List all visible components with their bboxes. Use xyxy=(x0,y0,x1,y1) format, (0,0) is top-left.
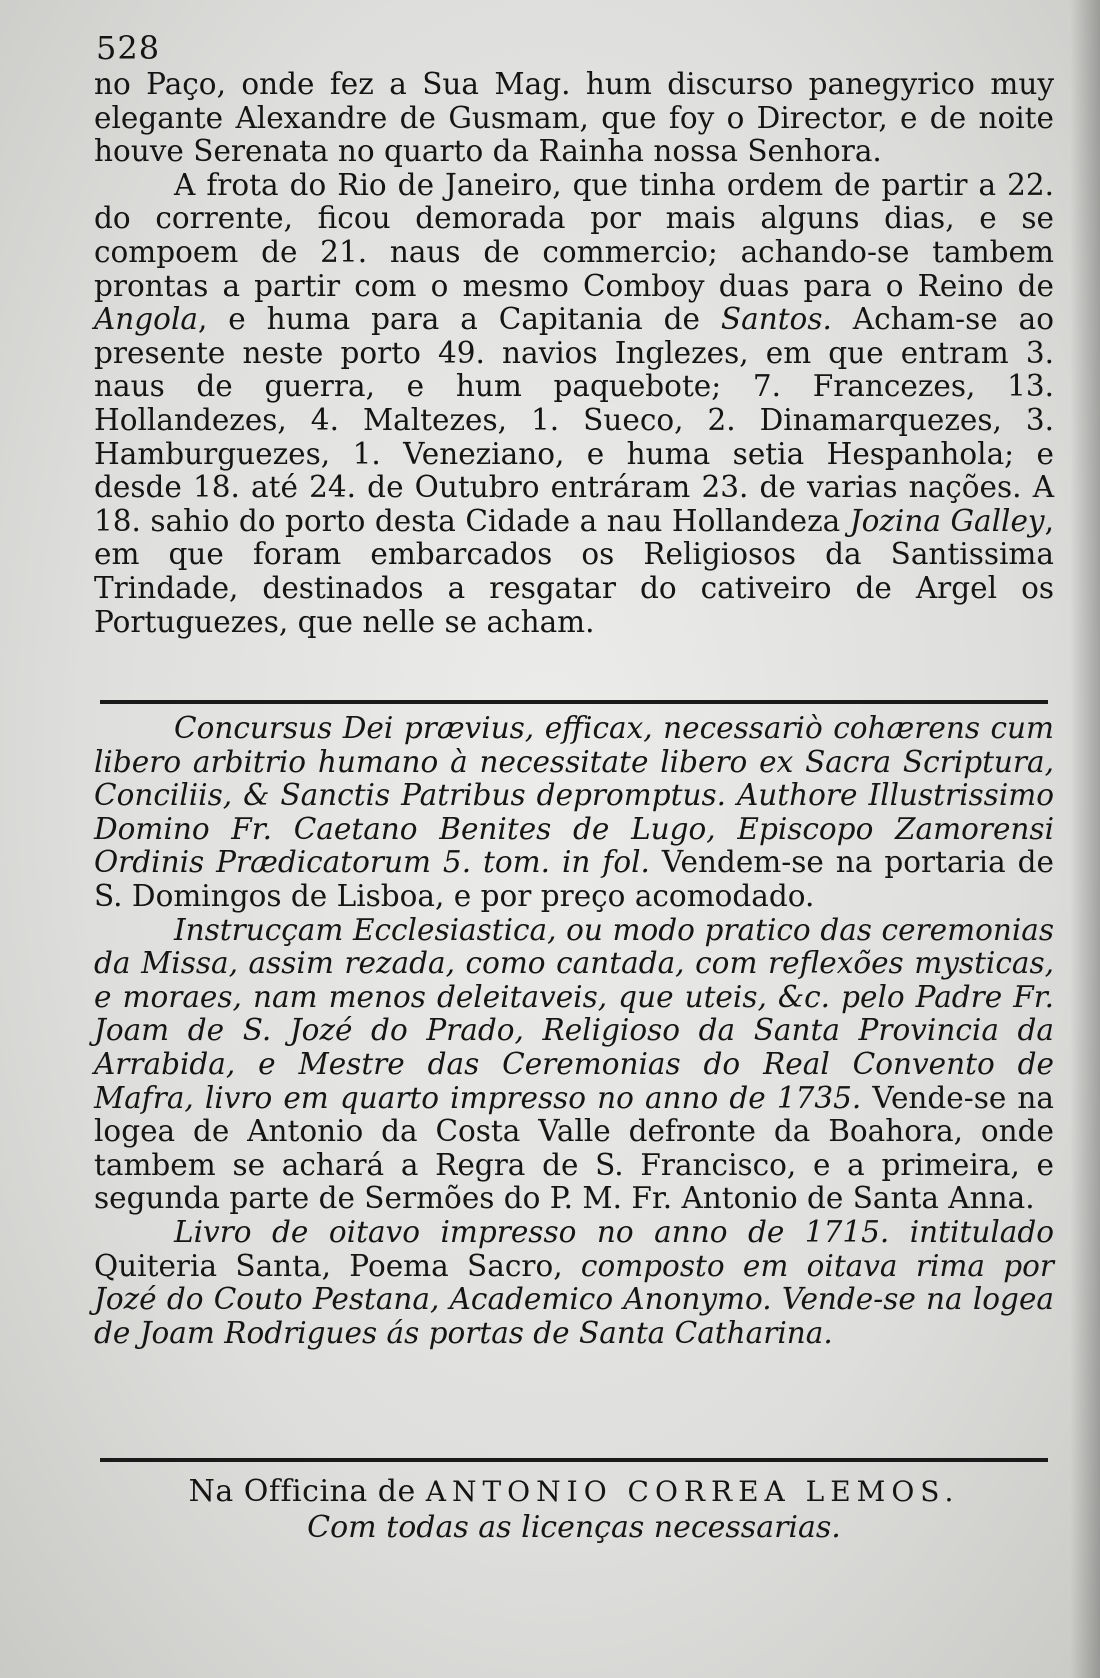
book-notice-3 xyxy=(94,1216,1054,1350)
book-notice-2 xyxy=(94,914,1054,1216)
news-paragraph-2-text-a: A frota do Rio de Janeiro, que tinha ordem de partir a 22. do corrente, ficou demorada por mais alguns dias, e se compoem de 21. naus de commercio; achando-se tambem prontas a partir com o mesmo Comboy duas para o Reino de xyxy=(94,167,1054,303)
book-2-title: Instrucçam Ecclesiastica, ou modo pratico das ceremonias da Missa, assim rezada, como cantada, com reflexões mysticas, e moraes, nam menos deleitaveis, que uteis, &c. pelo Padre Fr. Joam de S. Jozé do Prado, Religioso da Santa Provincia da Arrabida, e Mestre das Ceremonias do Real Convento de Mafra, livro em quarto impresso no anno de 1735. xyxy=(94,912,1054,1115)
news-paragraph-2-text-b: , e huma para a Capitania de xyxy=(197,302,721,337)
imprint-printer: ANTONIO CORREA LEMOS. xyxy=(425,1475,960,1508)
page-edge-shadow xyxy=(1070,0,1100,1678)
news-section xyxy=(94,68,1054,639)
book-3-intro: Livro de oitavo impresso no anno de 1715. intitulado xyxy=(174,1214,1054,1249)
book-1-title: Concursus Dei prævius, efficax, necessariò cohærens cum libero arbitrio humano à necessitate libero ex Sacra Scriptura, Conciliis, & Sanctis Patribus depromptus. Authore Illustrissimo Domino Fr. Caetano Benites de Lugo, Episcopo Zamorensi Ordinis Prædicatorum 5. tom. in fol. xyxy=(94,711,1054,880)
imprint-licence: Com todas as licenças necessarias. xyxy=(307,1510,841,1545)
book-1-sale: Vendem-se na portaria de S. Domingos de Lisboa, e por preço acomodado. xyxy=(94,845,1054,913)
book-notices xyxy=(94,712,1054,1350)
news-paragraph-2 xyxy=(94,169,1054,639)
book-3-title: Quiteria Santa, Poema Sacro, xyxy=(94,1248,581,1283)
place-angola: Angola xyxy=(94,302,198,337)
ship-name: Jozina Galley xyxy=(849,503,1045,538)
news-paragraph-2-text-d: , em que foram embarcados os Religiosos da Santissima Trindade, destinados a resgatar do cativeiro de Argel os Portuguezes, que nelle se acham. xyxy=(94,503,1054,639)
book-2-sale: Vende-se na logea de Antonio da Costa Valle defronte da Boahora, onde tambem se achará a Regra de S. Francisco, e a primeira, e segunda parte de Sermões do P. M. Fr. Antonio de Santa Anna. xyxy=(94,1080,1054,1216)
imprint xyxy=(94,1474,1054,1546)
place-santos: Santos. xyxy=(720,302,832,337)
book-3-details: composto em oitava rima por Jozé do Couto Pestana, Academico Anonymo. Vende-se na logea de Joam Rodrigues ás portas de Santa Catharina. xyxy=(94,1248,1054,1350)
imprint-office: Na Officina de xyxy=(188,1474,426,1509)
section-divider xyxy=(100,700,1048,704)
news-paragraph-2-text-c: Acham-se ao presente neste porto 49. navios Inglezes, em que entram 3. naus de guerra, e hum paquebote; 7. Francezes, 13. Hollandezes, 4. Maltezes, 1. Sueco, 2. Dinamarquezes, 3. Hamburguezes, 1. Veneziano, e huma setia Hespanhola; e desde 18. até 24. de Outubro entráram 23. de varias nações. A 18. sahio do porto desta Cidade a nau Hollandeza xyxy=(94,302,1054,538)
book-notice-1 xyxy=(94,712,1054,914)
news-paragraph-1: no Paço, onde fez a Sua Mag. hum discurso panegyrico muy elegante Alexandre de Gusmam, que foy o Director, e de noite houve Serenata no quarto da Rainha nossa Senhora. xyxy=(94,67,1054,169)
imprint-divider xyxy=(100,1458,1048,1462)
imprint-office-line xyxy=(94,1474,1054,1510)
page-number: 528 xyxy=(96,29,161,67)
